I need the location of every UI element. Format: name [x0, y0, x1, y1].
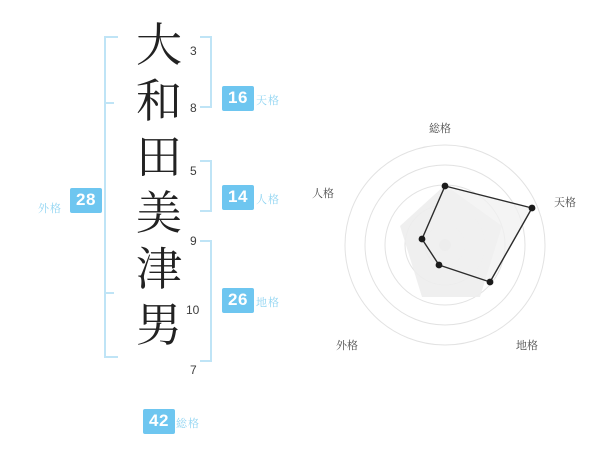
stroke-count: 5	[190, 164, 197, 178]
chikaku-bracket-top	[200, 240, 212, 242]
radar-axis-label-jinkaku: 人格	[312, 188, 334, 200]
jinkaku-bracket-top	[200, 160, 212, 162]
kanji-char: 田	[136, 132, 182, 183]
tenkaku-bracket-bottom	[200, 106, 212, 108]
score-label-soukaku: 総格	[176, 418, 200, 430]
radar-chart-svg	[310, 0, 600, 470]
chikaku-bracket-vertical	[210, 240, 212, 362]
score-badge-tenkaku: 16	[222, 86, 254, 111]
score-label-tenkaku: 天格	[256, 95, 280, 107]
kanji-char: 男	[136, 300, 182, 351]
stroke-count: 3	[190, 44, 197, 58]
stroke-count: 8	[190, 101, 197, 115]
score-badge-gaikaku: 28	[70, 188, 102, 213]
chikaku-bracket-bottom	[200, 360, 212, 362]
stroke-count: 9	[190, 234, 197, 248]
score-badge-chikaku: 26	[222, 288, 254, 313]
stroke-count: 10	[186, 303, 200, 317]
radar-axis-label-gaikaku: 外格	[336, 340, 358, 352]
jinkaku-bracket-vertical	[210, 160, 212, 212]
kanji-char: 美	[136, 188, 182, 239]
outer-bracket-tick-2	[104, 292, 114, 294]
radar-axis-label-chikaku: 地格	[516, 340, 538, 352]
outer-bracket-bottom	[104, 356, 118, 358]
radar-axis-label-tenkaku: 天格	[554, 197, 576, 209]
outer-bracket-top	[104, 36, 118, 38]
outer-bracket-tick-1	[104, 102, 114, 104]
score-label-jinkaku: 人格	[256, 194, 280, 206]
score-label-chikaku: 地格	[256, 297, 280, 309]
kanji-column	[128, 18, 190, 354]
kanji-char: 和	[136, 76, 182, 127]
jinkaku-bracket-bottom	[200, 210, 212, 212]
score-badge-jinkaku: 14	[222, 185, 254, 210]
outer-bracket-vertical	[104, 36, 106, 358]
score-label-gaikaku: 外格	[38, 203, 62, 215]
tenkaku-bracket-top	[200, 36, 212, 38]
score-badge-soukaku: 42	[143, 409, 175, 434]
stroke-count: 7	[190, 363, 197, 377]
kanji-char: 津	[136, 244, 182, 295]
kanji-char: 大	[136, 20, 182, 71]
radar-axis-label-soukaku: 総格	[429, 123, 451, 135]
radar-chart-panel	[310, 0, 600, 470]
tenkaku-bracket-vertical	[210, 36, 212, 108]
